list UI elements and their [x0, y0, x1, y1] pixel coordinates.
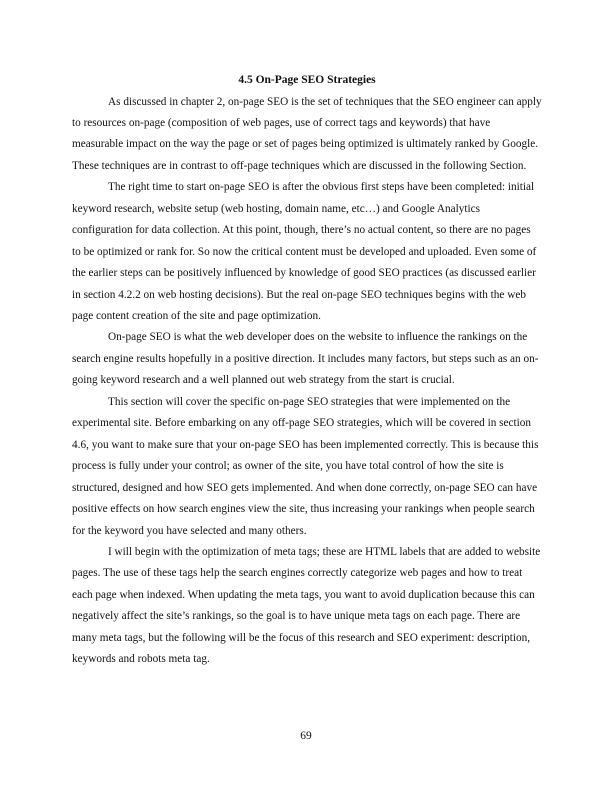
document-page — [72, 70, 542, 671]
paragraph-2: The right time to start on-page SEO is after the obvious first steps have been completed: initial keyword research, website setup (web hosting, domain name, etc…) and Google Analytics configuration for data collection. At this point, though, there’s no actual content, so there are no pages to be optimized or rank for. So now the critical content must be developed and uploaded. Even some of the earlier steps can be positively influenced by knowledge of good SEO practices (as discussed earlier in section 4.2.2 on web hosting decisions). But the real on-page SEO techniques begins with the web page content creation of the site and page optimization. — [72, 181, 537, 323]
section-heading: 4.5 On-Page SEO Strategies — [238, 74, 376, 86]
paragraph-3: On-page SEO is what the web developer does on the website to influence the rankings on the search engine results hopefully in a positive direction. It includes many factors, but steps such as an on-going keyword research and a well planned out web strategy from the start is crucial. — [72, 331, 539, 387]
page-number: 69 — [300, 730, 312, 742]
paragraph-4: This section will cover the specific on-page SEO strategies that were implemented on the experimental site. Before embarking on any off-page SEO strategies, which will be covered in section 4.6, you want to make sure that your on-page SEO has been implemented correctly. This is because this process is fully under your control; as owner of the site, you have total control of how the site is structured, designed and how SEO gets implemented. And when done correctly, on-page SEO can have positive effects on how search engines view the site, thus increasing your rankings when people search for the keyword you have selected and many others. — [72, 395, 539, 537]
paragraph-1: As discussed in chapter 2, on-page SEO is the set of techniques that the SEO engineer can apply to resources on-page (composition of web pages, use of correct tags and keywords) that have measurable impact on the way the page or set of pages being optimized is ultimately ranked by Google. These techniques are in contrast to off-page techniques which are discussed in the following Section. — [72, 95, 542, 172]
paragraph-5: I will begin with the optimization of meta tags; these are HTML labels that are added to website pages. The use of these tags help the search engines correctly categorize web pages and how to treat each page when indexed. When updating the meta tags, you want to avoid duplication because this can negatively affect the site’s rankings, so the goal is to have unique meta tags on each page. There are many meta tags, but the following will be the focus of this research and SEO experiment: description, keywords and robots meta tag. — [72, 546, 541, 666]
